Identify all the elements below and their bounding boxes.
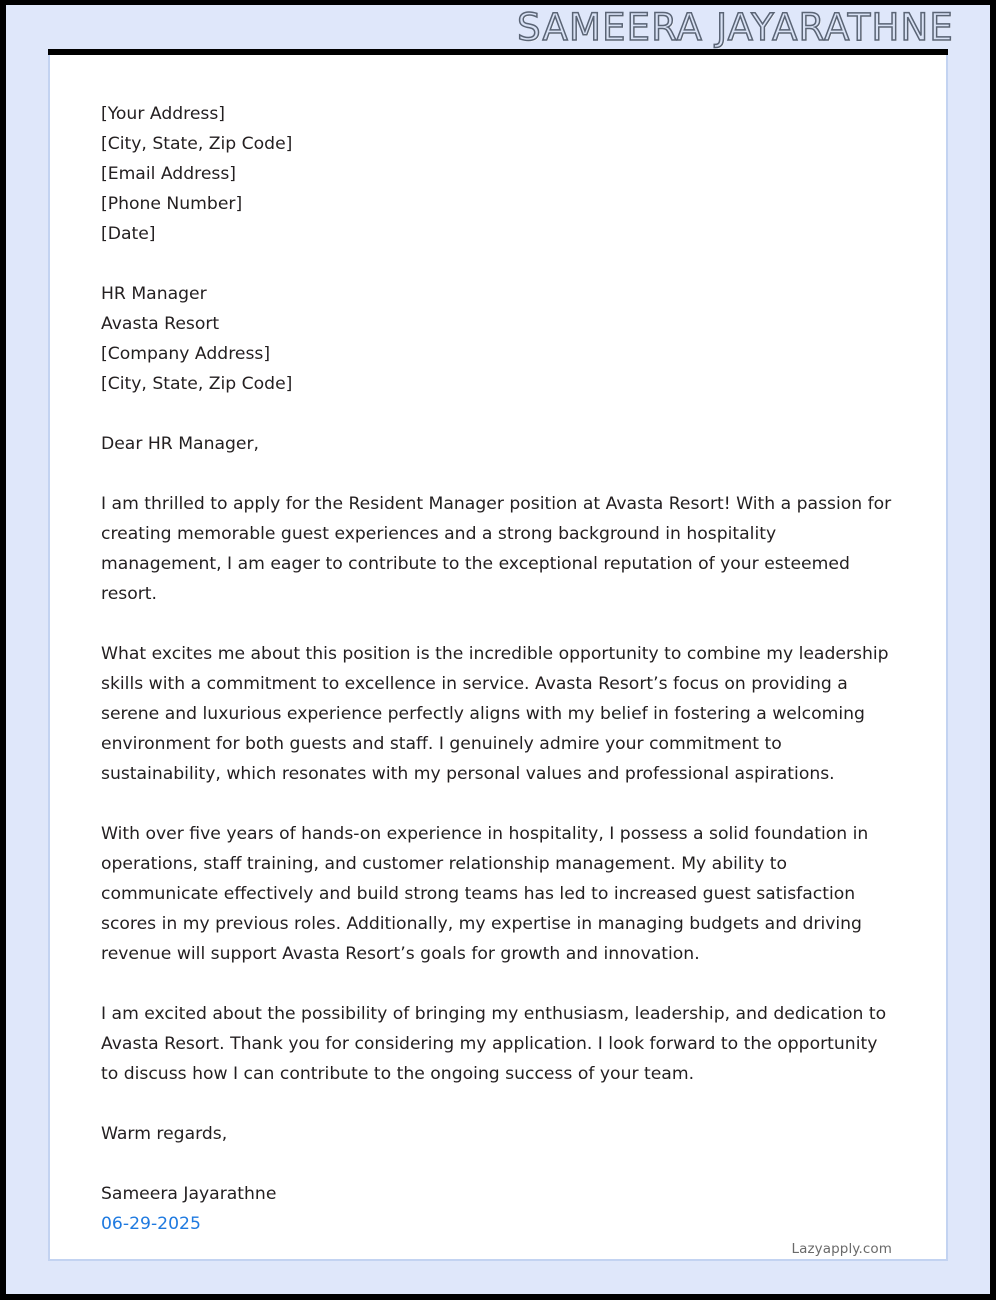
spacer: [101, 1149, 896, 1179]
body-paragraph: I am excited about the possibility of bringing my enthusiasm, leadership, and dedication to Avasta Resort. Thank you for considering my application. I look forward to the opportunity to discuss how I can contribute to the ongoing success of your team.: [101, 1004, 887, 1084]
sender-address-block: [101, 99, 896, 249]
recipient-address-line: Avasta Resort: [101, 314, 220, 334]
body-paragraph: With over five years of hands-on experience in hospitality, I possess a solid foundation in operations, staff training, and customer relationship management. My ability to communicate effectively and build strong teams has led to increased guest satisfaction scores in my previous roles. Additionally, my expertise in managing budgets and driving revenue will support Avasta Resort’s goals for growth and innovation.: [101, 824, 869, 964]
body-paragraph: What excites me about this position is the incredible opportunity to combine my leadership skills with a commitment to excellence in service. Avasta Resort’s focus on providing a serene and luxurious experience perfectly aligns with my belief in fostering a welcoming environment for both guests and staff. I genuinely admire your commitment to sustainability, which resonates with my personal values and professional aspirations.: [101, 644, 889, 784]
spacer: [101, 969, 896, 999]
recipient-address-line: [City, State, Zip Code]: [101, 374, 293, 394]
recipient-address-line: [Company Address]: [101, 344, 271, 364]
footer-brand-watermark: Lazyapply.com: [791, 1241, 892, 1257]
salutation: Dear HR Manager,: [101, 434, 260, 454]
sender-address-line: [Your Address]: [101, 104, 226, 124]
spacer: [101, 249, 896, 279]
recipient-address-block: [101, 279, 896, 399]
sender-address-line: [Date]: [101, 224, 156, 244]
signature-name: Sameera Jayarathne: [101, 1184, 277, 1204]
spacer: [101, 609, 896, 639]
spacer: [101, 459, 896, 489]
page-title: SAMEERA JAYARATHNE: [517, 6, 954, 49]
body-paragraph: I am thrilled to apply for the Resident Manager position at Avasta Resort! With a passion for creating memorable guest experiences and a strong background in hospitality management, I am eager to contribute to the exceptional reputation of your esteemed resort.: [101, 494, 892, 604]
sender-address-line: [Phone Number]: [101, 194, 243, 214]
sender-address-line: [City, State, Zip Code]: [101, 134, 293, 154]
closing-salutation: Warm regards,: [101, 1124, 228, 1144]
spacer: [101, 789, 896, 819]
date-stamp: 06-29-2025: [101, 1214, 201, 1234]
letter-body-sheet: [48, 55, 948, 1261]
spacer: [101, 1089, 896, 1119]
letterhead-header: [6, 5, 990, 50]
recipient-address-line: HR Manager: [101, 284, 207, 304]
spacer: [101, 399, 896, 429]
sender-address-line: [Email Address]: [101, 164, 237, 184]
